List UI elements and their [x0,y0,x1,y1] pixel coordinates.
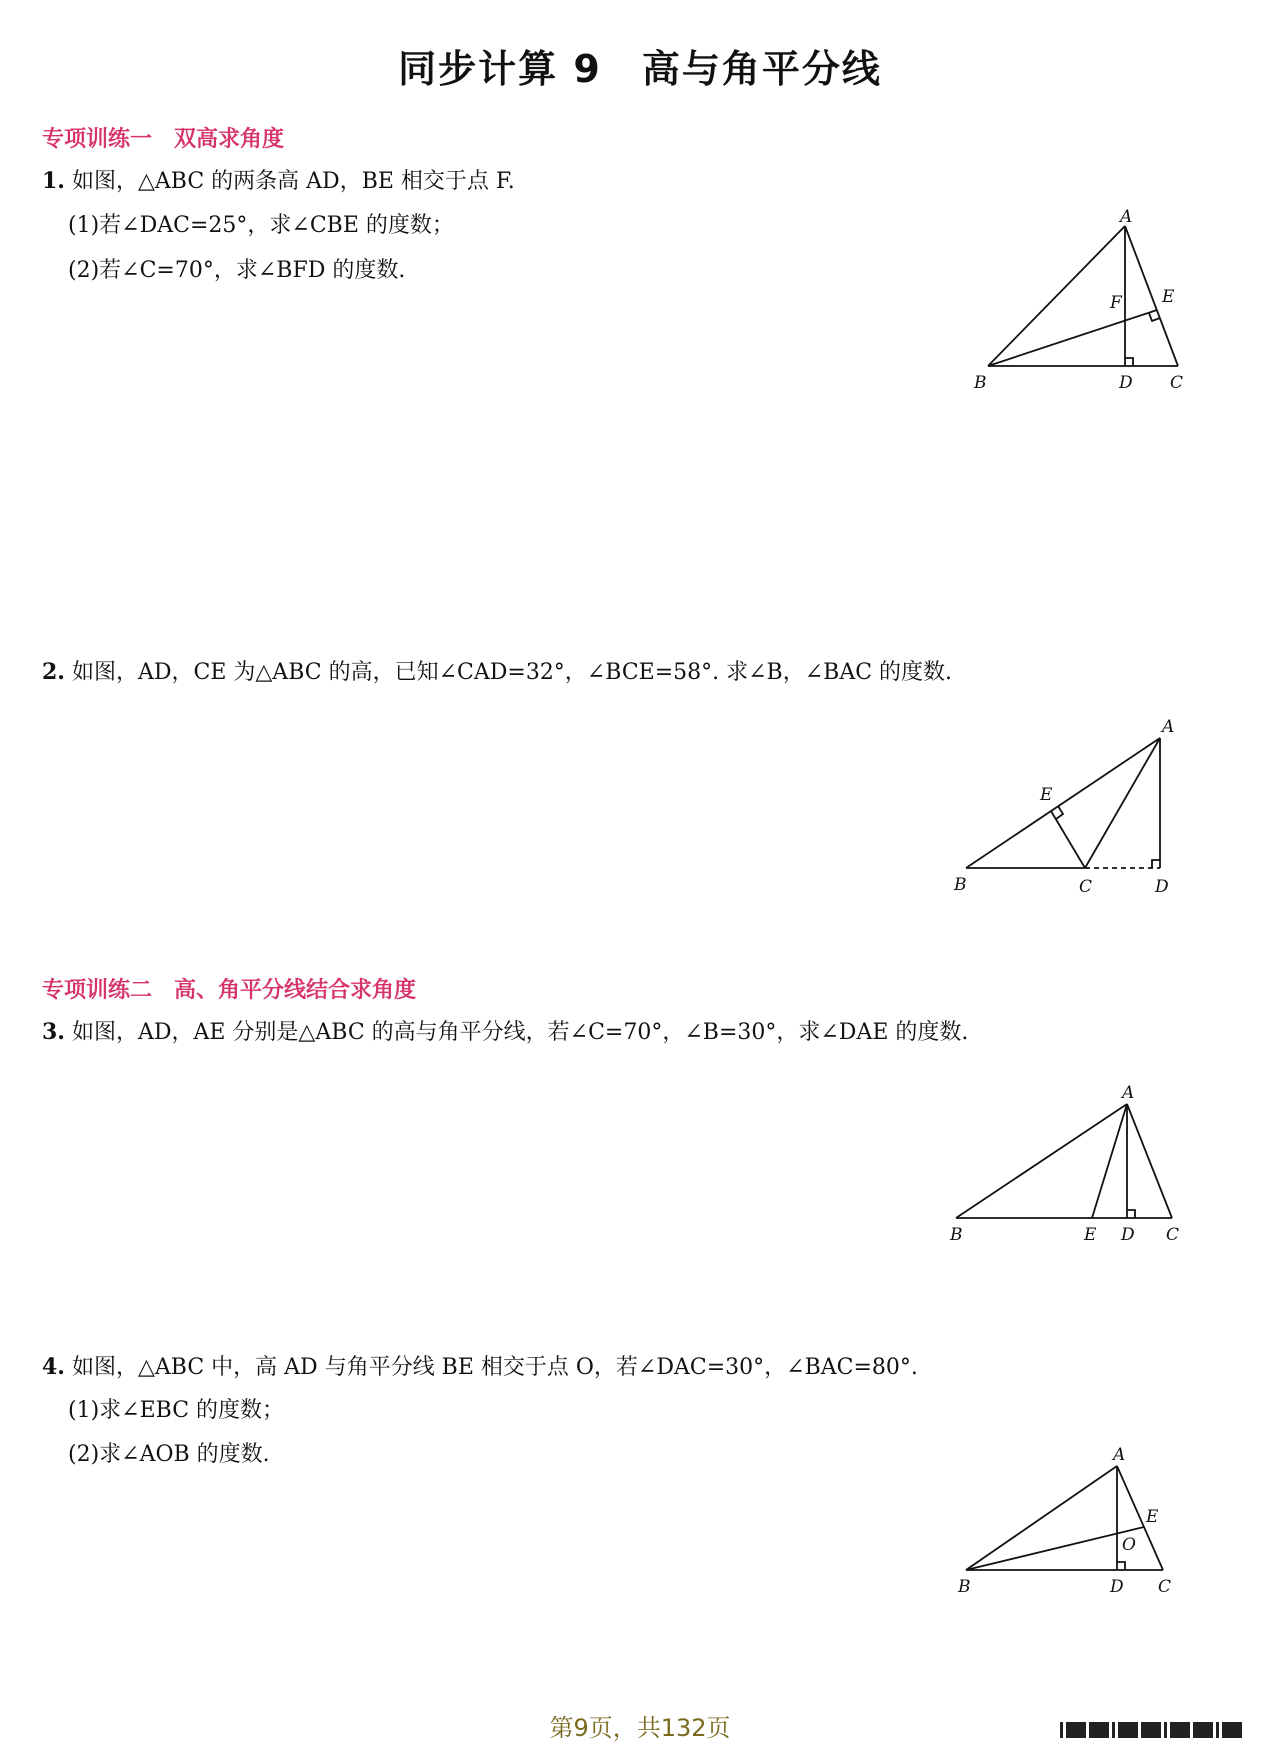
label-f: F [1110,293,1122,313]
page-footer: 第9页，共132页 [549,1714,731,1742]
question-3 [42,1017,968,1048]
figure-4-triangle [950,1445,1190,1618]
home-indicator-icon [1060,1722,1250,1740]
label-a: A [1113,1445,1126,1465]
question-1 [42,166,515,197]
question-text: 如图，△ABC 的两条高 AD，BE 相交于点 F. [71,169,515,194]
figure-2-triangle [950,717,1200,900]
segment-ba [966,1466,1117,1570]
question-4 [42,1352,918,1383]
question-number: 4. [42,1354,65,1380]
right-angle-mark-d [1127,1210,1135,1218]
label-c: C [1158,1577,1172,1597]
label-e: E [1084,1225,1097,1245]
question-text: 如图，AD，AE 分别是△ABC 的高与角平分线，若∠C=70°，∠B=30°，求∠DAE 的度数. [71,1020,969,1045]
label-e: E [1040,785,1053,805]
segment-ac [1127,1104,1172,1218]
segment-ac [1085,738,1160,868]
segment-ba [988,226,1125,366]
question-number: 2. [42,659,65,685]
figure-1-triangle [970,207,1200,400]
label-e: E [1162,287,1175,307]
label-a: A [1162,717,1175,737]
altitude-ce [1051,811,1085,868]
right-angle-mark-d [1117,1562,1125,1570]
label-c: C [1166,1225,1180,1245]
label-b: B [974,373,987,393]
label-b: B [958,1577,971,1597]
section-heading-2: 专项训练二 高、角平分线结合求角度 [42,978,417,1003]
label-e: E [1146,1507,1159,1527]
question-text: 如图，AD，CE 为△ABC 的高，已知∠CAD=32°，∠BCE=58°. 求∠B，∠BAC 的度数. [71,660,953,685]
bisector-ae [1092,1104,1127,1218]
label-d: D [1119,373,1133,393]
question-number: 1. [42,168,65,194]
label-c: C [1079,877,1093,897]
question-1-part-1: (1)若∠DAC=25°，求∠CBE 的度数； [68,213,454,238]
question-2 [42,657,952,688]
question-4-part-1: (1)求∠EBC 的度数； [68,1398,285,1423]
segment-ba [966,738,1160,868]
label-d: D [1110,1577,1124,1597]
right-angle-mark-d [1152,860,1160,868]
question-number: 3. [42,1019,65,1045]
question-text: 如图，△ABC 中，高 AD 与角平分线 BE 相交于点 O，若∠DAC=30°，∠BAC=80°. [71,1355,918,1380]
label-o: O [1122,1535,1136,1555]
question-1-part-2: (2)若∠C=70°，求∠BFD 的度数. [68,258,406,283]
figure-3-triangle [940,1082,1190,1252]
right-angle-mark-d [1125,358,1133,366]
label-a: A [1120,207,1133,227]
page-title: 同步计算 9 高与角平分线 [398,47,882,91]
label-d: D [1155,877,1169,897]
question-4-part-2: (2)求∠AOB 的度数. [68,1442,270,1467]
section-heading-1: 专项训练一 双高求角度 [42,127,285,152]
label-a: A [1122,1083,1135,1103]
label-c: C [1170,373,1184,393]
label-b: B [950,1225,963,1245]
label-b: B [954,875,967,895]
label-d: D [1121,1225,1135,1245]
segment-ba [956,1104,1127,1218]
